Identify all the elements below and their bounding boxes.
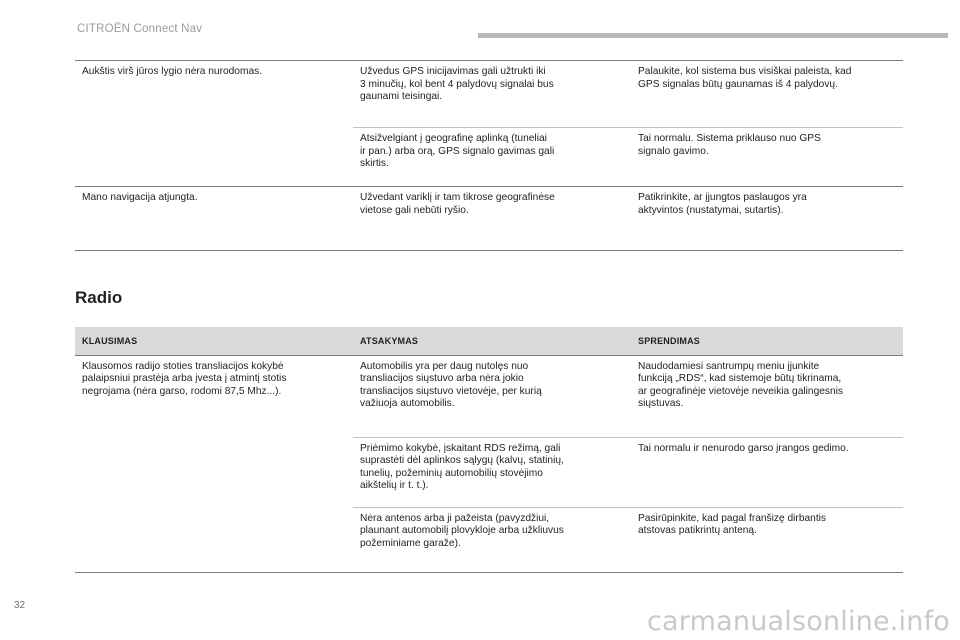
table-row xyxy=(75,355,903,437)
radio-troubleshooting-table xyxy=(75,327,903,573)
table-header-row xyxy=(75,327,903,355)
answer-cell: Nėra antenos arba ji pažeista (pavyzdžiui, plaunant automobilį plovykloje arba užkliuvus požeminiame garaže). xyxy=(353,507,631,572)
solution-cell: Palaukite, kol sistema bus visiškai paleista, kad GPS signalas būtų gaunamas iš 4 palydovų. xyxy=(631,61,903,128)
manual-header-title: CITROËN Connect Nav xyxy=(77,23,203,35)
question-cell: Mano navigacija atjungta. xyxy=(75,187,353,251)
page-number: 32 xyxy=(14,600,26,611)
answer-cell: Atsižvelgiant į geografinę aplinką (tuneliai ir pan.) arba orą, GPS signalo gavimas gali skirtis. xyxy=(353,128,631,187)
solution-cell: Patikrinkite, ar įjungtos paslaugos yra aktyvintos (nustatymai, sutartis). xyxy=(631,187,903,251)
navigation-troubleshooting-table xyxy=(75,60,903,251)
header-divider-bar xyxy=(478,33,948,38)
watermark-text: carmanualsonline.info xyxy=(647,606,950,637)
solution-cell: Tai normalu. Sistema priklauso nuo GPS signalo gavimo. xyxy=(631,128,903,187)
solution-cell: Naudodamiesi santrumpų meniu įjunkite funkciją „RDS“, kad sistemoje būtų tikrinama, ar geografinėje vietovėje neveikia galingesnis siųstuvas. xyxy=(638,360,844,410)
question-cell: Aukštis virš jūros lygio nėra nurodomas. xyxy=(75,61,353,187)
question-cell: Klausomos radijo stoties transliacijos kokybė palaipsniui prastėja arba įvesta į atmintį stotis negrojama (nėra garso, rodomi 87,5 Mhz...). xyxy=(82,360,287,397)
answer-cell: Automobilis yra per daug nutolęs nuo transliacijos siųstuvo arba nėra jokio transliacijos siųstuvo vietovėje, per kurią važiuoja automobilis. xyxy=(360,360,542,410)
column-header-question: KLAUSIMAS xyxy=(75,327,353,355)
column-header-answer: ATSAKYMAS xyxy=(353,327,631,355)
answer-cell: Užvedant variklį ir tam tikrose geografinėse vietose gali nebūti ryšio. xyxy=(353,187,631,251)
answer-cell: Priėmimo kokybė, įskaitant RDS režimą, gali suprastėti dėl aplinkos sąlygų (kalvų, statinių, tunelių, požeminių automobilių stovėjimo aikštelių ir t. t.). xyxy=(353,437,631,507)
column-header-solution: SPRENDIMAS xyxy=(631,327,903,355)
solution-cell: Pasirūpinkite, kad pagal franšizę dirbantis atstovas patikrintų anteną. xyxy=(631,507,903,572)
solution-cell: Tai normalu ir nenurodo garso įrangos gedimo. xyxy=(631,437,903,507)
table-row xyxy=(75,61,903,128)
radio-section-title: Radio xyxy=(75,288,123,307)
answer-cell: Užvedus GPS inicijavimas gali užtrukti iki 3 minučių, kol bent 4 palydovų signalai bus gaunami teisingai. xyxy=(353,61,631,128)
table-row xyxy=(75,187,903,251)
